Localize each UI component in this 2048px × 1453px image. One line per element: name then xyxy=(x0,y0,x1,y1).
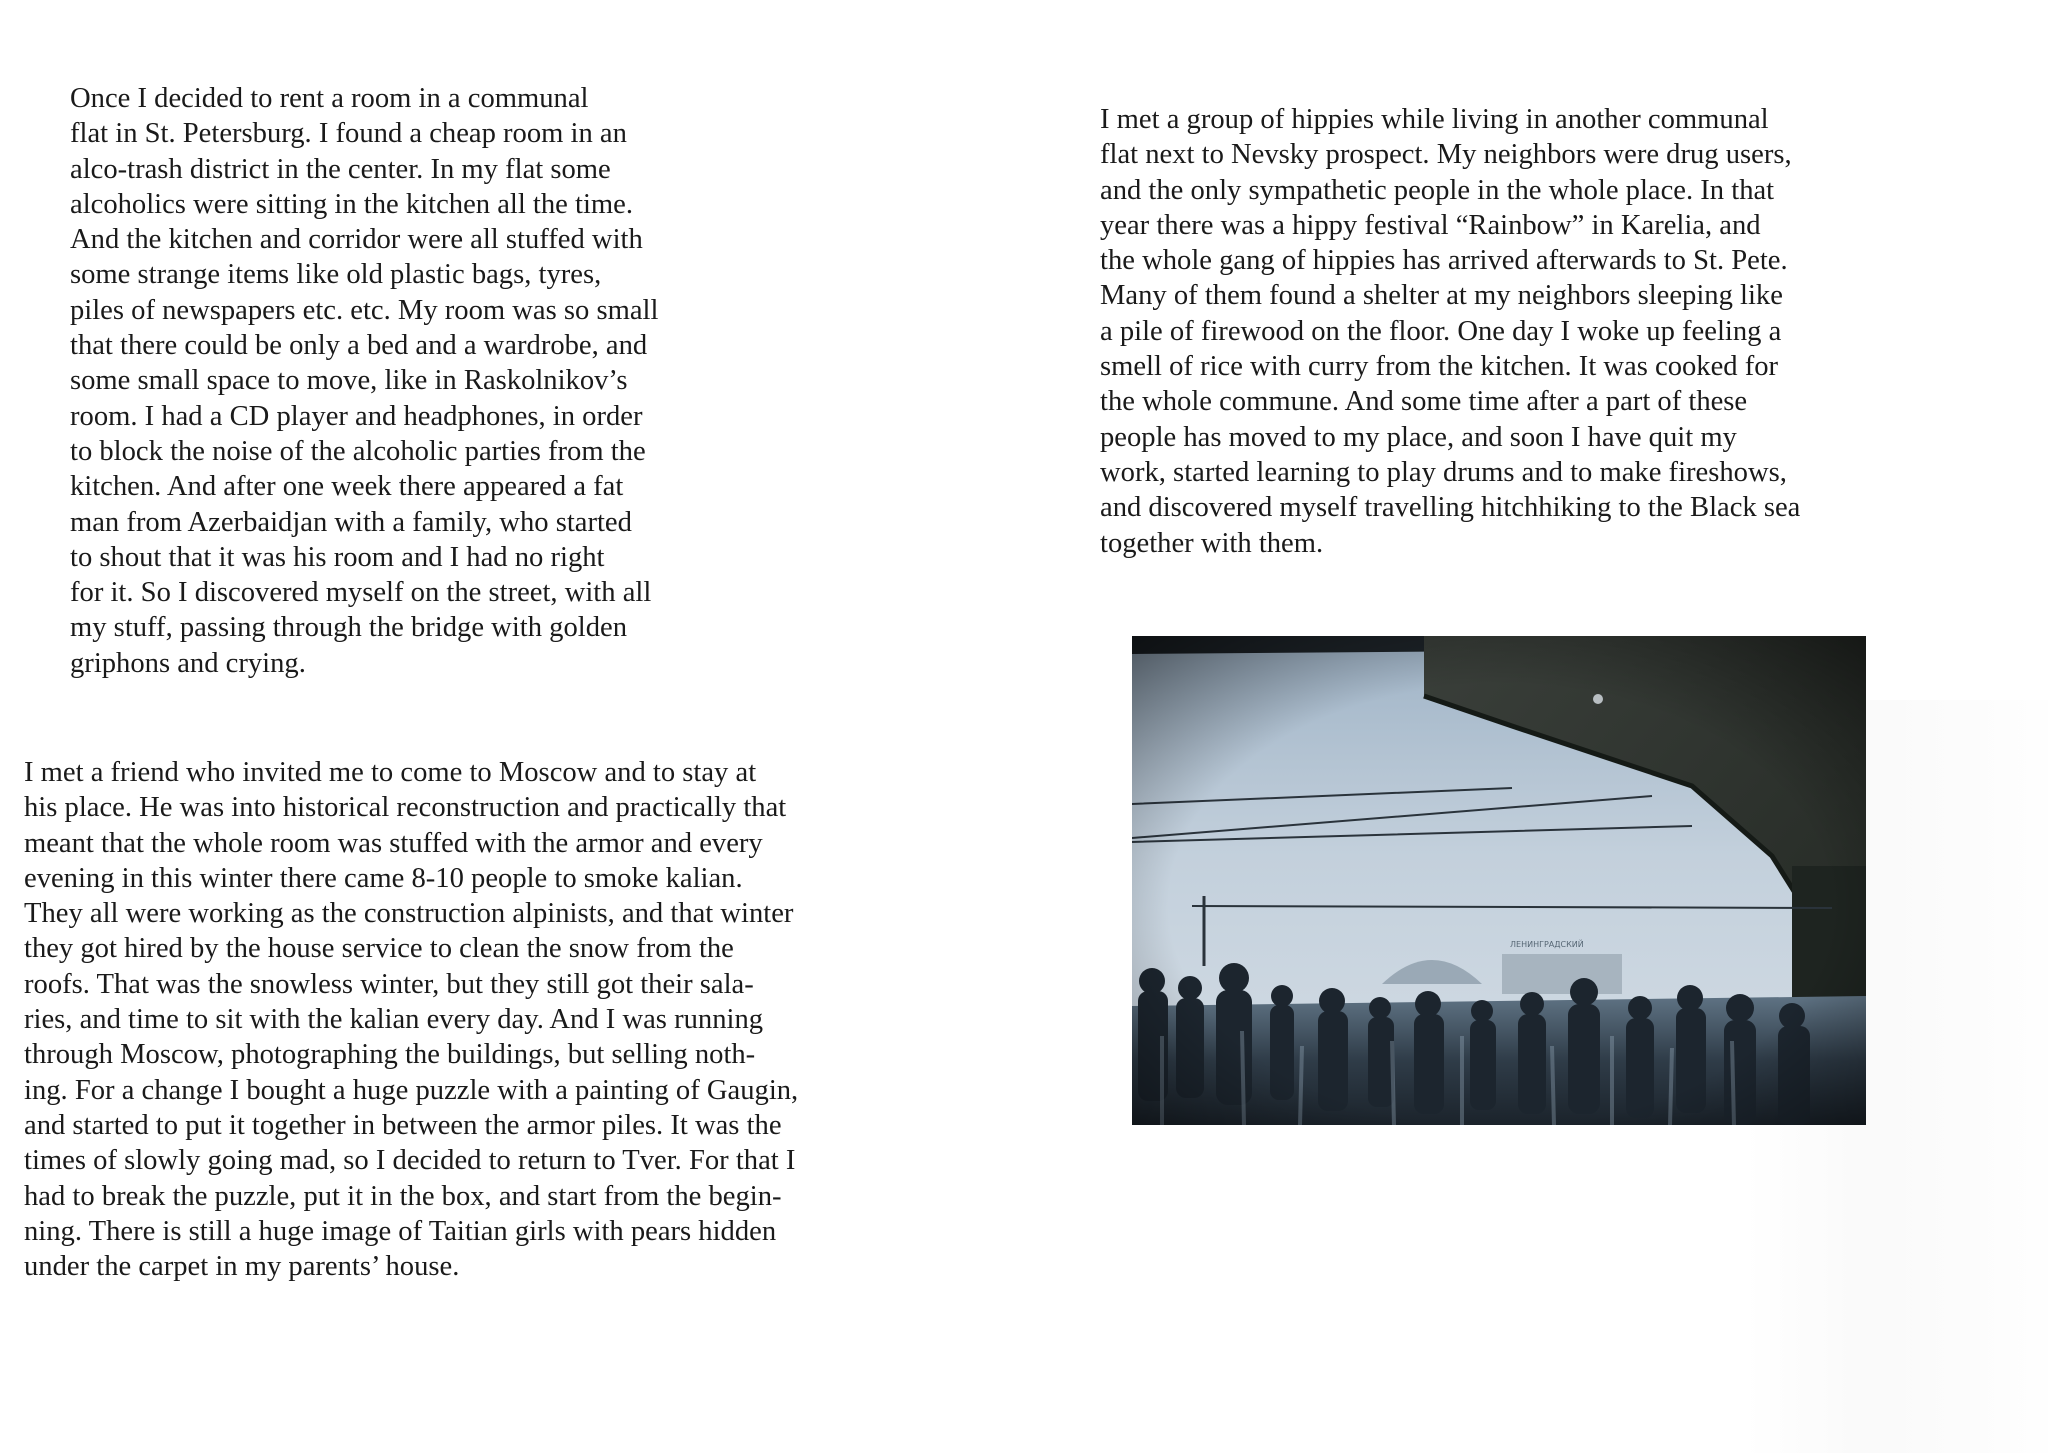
text-line: the whole gang of hippies has arrived afterwards to St. Pete. xyxy=(1100,245,1788,277)
text-line: for it. So I discovered myself on the street, with all xyxy=(70,577,652,609)
photo-crowd-under-overpass xyxy=(1132,636,1866,1125)
text-line: and started to put it together in between the armor piles. It was the xyxy=(24,1109,782,1141)
text-line: And the kitchen and corridor were all stuffed with xyxy=(70,224,643,256)
text-line: they got hired by the house service to clean the snow from the xyxy=(24,933,734,965)
text-line: his place. He was into historical reconstruction and practically that xyxy=(24,792,787,824)
text-line: They all were working as the construction alpinists, and that winter xyxy=(24,898,794,930)
text-line: kitchen. And after one week there appeared a fat xyxy=(70,471,624,503)
text-line: evening in this winter there came 8-10 people to smoke kalian. xyxy=(24,862,743,894)
text-line: work, started learning to play drums and to make fireshows, xyxy=(1100,456,1787,488)
text-line: room. I had a CD player and headphones, in order xyxy=(70,400,643,432)
text-line: to shout that it was his room and I had no right xyxy=(70,541,605,573)
text-line: ries, and time to sit with the kalian every day. And I was running xyxy=(24,1004,764,1036)
text-line: alcoholics were sitting in the kitchen all the time. xyxy=(70,188,633,220)
text-line: ing. For a change I bought a huge puzzle with a painting of Gaugin, xyxy=(24,1074,799,1106)
text-line: my stuff, passing through the bridge with golden xyxy=(70,612,627,644)
text-line: through Moscow, photographing the buildings, but selling noth- xyxy=(24,1039,756,1071)
text-line: together with them. xyxy=(1100,527,1324,559)
text-line: I met a friend who invited me to come to Moscow and to stay at xyxy=(24,757,757,788)
text-line: flat in St. Petersburg. I found a cheap room in an xyxy=(70,118,627,150)
text-line: a pile of firewood on the floor. One day I woke up feeling a xyxy=(1100,315,1782,347)
paragraph-communal-flat-st-petersburg xyxy=(70,81,658,681)
text-line: griphons and crying. xyxy=(70,647,306,679)
text-line: Many of them found a shelter at my neighbors sleeping like xyxy=(1100,280,1783,312)
text-line: under the carpet in my parents’ house. xyxy=(24,1251,460,1283)
text-line: ning. There is still a huge image of Taitian girls with pears hidden xyxy=(24,1215,777,1247)
text-line: smell of rice with curry from the kitchen. It was cooked for xyxy=(1100,351,1779,383)
text-line: roofs. That was the snowless winter, but they still got their sala- xyxy=(24,968,754,1000)
text-line: year there was a hippy festival “Rainbow” in Karelia, and xyxy=(1100,209,1761,241)
text-line: I met a group of hippies while living in another communal xyxy=(1100,104,1769,135)
text-line: to block the noise of the alcoholic parties from the xyxy=(70,435,646,467)
paragraph-hippies-nevsky xyxy=(1100,102,1800,561)
text-line: people has moved to my place, and soon I have quit my xyxy=(1100,421,1737,453)
paragraph-moscow-friend xyxy=(24,755,798,1284)
text-line: meant that the whole room was stuffed with the armor and every xyxy=(24,827,763,859)
text-line: times of slowly going mad, so I decided to return to Tver. For that I xyxy=(24,1145,796,1177)
text-line: and the only sympathetic people in the whole place. In that xyxy=(1100,174,1775,206)
text-line: had to break the puzzle, put it in the box, and start from the begin- xyxy=(24,1180,782,1212)
text-line: some strange items like old plastic bags, tyres, xyxy=(70,259,602,291)
text-line: piles of newspapers etc. etc. My room was so small xyxy=(70,294,659,326)
text-line: flat next to Nevsky prospect. My neighbors were drug users, xyxy=(1100,139,1792,171)
text-line: and discovered myself travelling hitchhiking to the Black sea xyxy=(1100,492,1801,524)
text-line: man from Azerbaidjan with a family, who started xyxy=(70,506,632,538)
text-line: some small space to move, like in Raskolnikov’s xyxy=(70,365,628,397)
text-line: that there could be only a bed and a wardrobe, and xyxy=(70,330,648,362)
text-line: alco-trash district in the center. In my flat some xyxy=(70,153,611,185)
text-line: the whole commune. And some time after a part of these xyxy=(1100,386,1748,418)
text-line: Once I decided to rent a room in a communal xyxy=(70,83,589,114)
